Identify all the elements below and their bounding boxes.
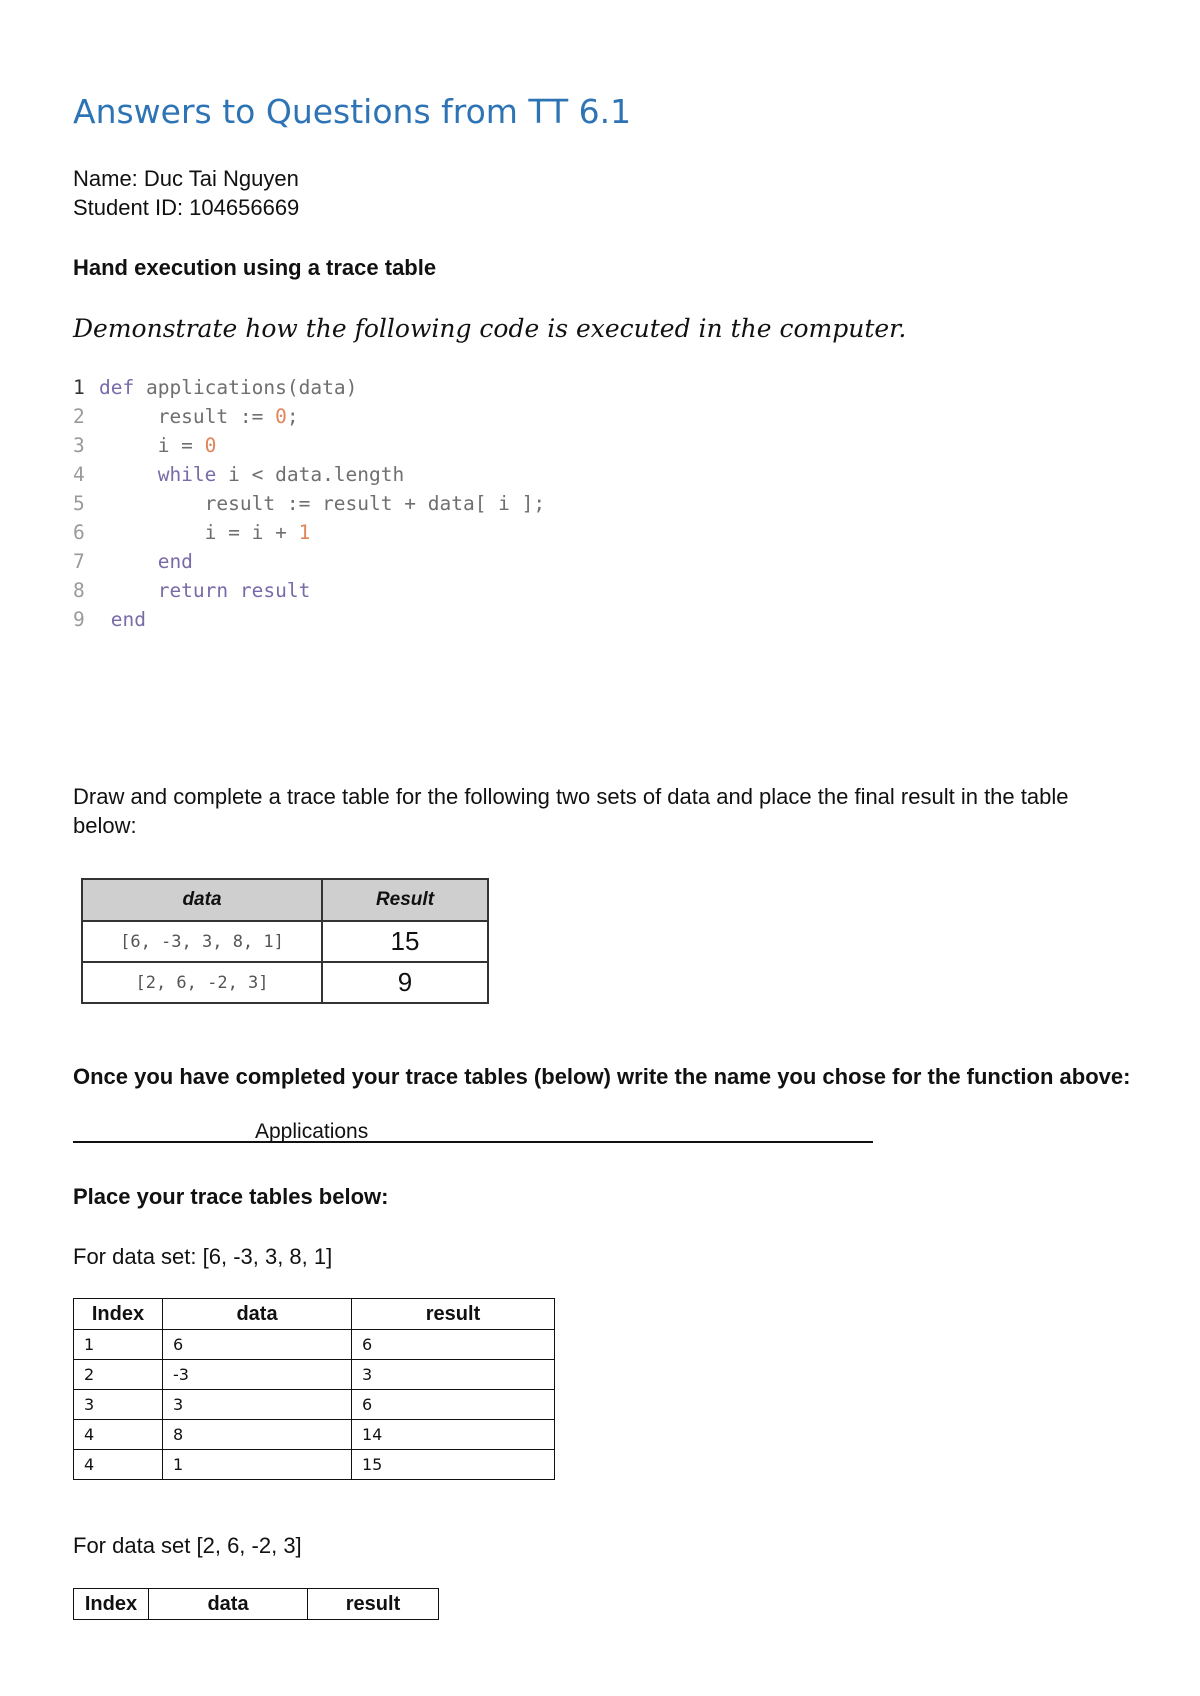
code-line-3 (73, 431, 545, 460)
line-number: 9 (73, 608, 85, 631)
index-cell: 3 (74, 1390, 163, 1420)
trace-table-1 (73, 1298, 555, 1480)
summary-result-cell: 15 (322, 921, 488, 962)
code-line-5 (73, 489, 545, 518)
code-line-6 (73, 518, 545, 547)
code-number: 0 (275, 405, 287, 428)
result-cell: 6 (352, 1330, 555, 1360)
section-heading: Hand execution using a trace table (73, 255, 437, 280)
code-text: ; (286, 405, 299, 428)
code-keyword: end (157, 550, 193, 573)
column-header-index: Index (74, 1299, 163, 1330)
code-text: result := (157, 405, 276, 428)
column-header-index: Index (74, 1589, 149, 1620)
column-header-result: Result (322, 879, 488, 921)
code-text: i = i + (204, 521, 299, 544)
column-header-result: result (308, 1589, 439, 1620)
table-header-row (82, 879, 488, 921)
index-cell: 2 (74, 1360, 163, 1390)
summary-data-cell: [2, 6, -2, 3] (82, 962, 322, 1003)
code-line-4 (73, 460, 545, 489)
code-text: result := result + data[ i ]; (204, 492, 546, 515)
result-cell: 3 (352, 1360, 555, 1390)
code-keyword: end (110, 608, 146, 631)
code-keyword: while (157, 463, 217, 486)
column-header-data: data (149, 1589, 308, 1620)
column-header-result: result (352, 1299, 555, 1330)
line-number: 8 (73, 579, 85, 602)
line-number: 4 (73, 463, 85, 486)
column-header-data: data (82, 879, 322, 921)
table-row (74, 1330, 555, 1360)
function-name-answer: Applications (255, 1120, 369, 1143)
table-row (74, 1450, 555, 1480)
code-line-8 (73, 576, 545, 605)
code-number: 1 (298, 521, 311, 544)
dataset1-label: For data set: [6, -3, 3, 8, 1] (73, 1244, 333, 1269)
summary-result-cell: 9 (322, 962, 488, 1003)
line-number: 1 (73, 376, 85, 399)
trace-heading: Place your trace tables below: (73, 1184, 389, 1209)
line-number: 5 (73, 492, 85, 515)
student-name: Name: Duc Tai Nguyen (73, 166, 299, 191)
line-number: 7 (73, 550, 85, 573)
table-row (82, 962, 488, 1003)
result-cell: 14 (352, 1420, 555, 1450)
code-line-1 (73, 373, 545, 402)
code-line-7 (73, 547, 545, 576)
table-row (82, 921, 488, 962)
student-id: Student ID: 104656669 (73, 195, 300, 220)
data-cell: 1 (163, 1450, 352, 1480)
summary-data-cell: [6, -3, 3, 8, 1] (82, 921, 322, 962)
instruction-text: Demonstrate how the following code is executed in the computer. (73, 314, 907, 343)
data-cell: 6 (163, 1330, 352, 1360)
page-title: Answers to Questions from TT 6.1 (73, 92, 632, 131)
line-number: 2 (73, 405, 85, 428)
table-row (74, 1420, 555, 1450)
code-text: i = (157, 434, 205, 457)
result-cell: 6 (352, 1390, 555, 1420)
index-cell: 4 (74, 1420, 163, 1450)
data-cell: 3 (163, 1390, 352, 1420)
table-row (74, 1390, 555, 1420)
line-number: 6 (73, 521, 85, 544)
column-header-data: data (163, 1299, 352, 1330)
code-keyword: return result (157, 579, 311, 602)
code-text: applications(data) (145, 376, 358, 399)
data-cell: -3 (163, 1360, 352, 1390)
trace-table-2 (73, 1588, 439, 1620)
summary-table (81, 878, 489, 1004)
code-line-2 (73, 402, 545, 431)
function-name-prompt: Once you have completed your trace tables (below) write the name you chose for the function above: (73, 1064, 1131, 1089)
code-line-9 (73, 605, 545, 634)
table-header-row (74, 1589, 439, 1620)
index-cell: 4 (74, 1450, 163, 1480)
table-header-row (74, 1299, 555, 1330)
code-block (73, 373, 545, 634)
result-cell: 15 (352, 1450, 555, 1480)
code-number: 0 (204, 434, 217, 457)
table-row (74, 1360, 555, 1390)
code-keyword: def (99, 376, 135, 399)
answer-underline (73, 1141, 873, 1143)
line-number: 3 (73, 434, 85, 457)
data-cell: 8 (163, 1420, 352, 1450)
dataset2-label: For data set [2, 6, -2, 3] (73, 1533, 302, 1558)
code-text: i < data.length (216, 463, 405, 486)
index-cell: 1 (74, 1330, 163, 1360)
draw-instruction: Draw and complete a trace table for the following two sets of data and place the final result in the table below: (73, 784, 1069, 838)
